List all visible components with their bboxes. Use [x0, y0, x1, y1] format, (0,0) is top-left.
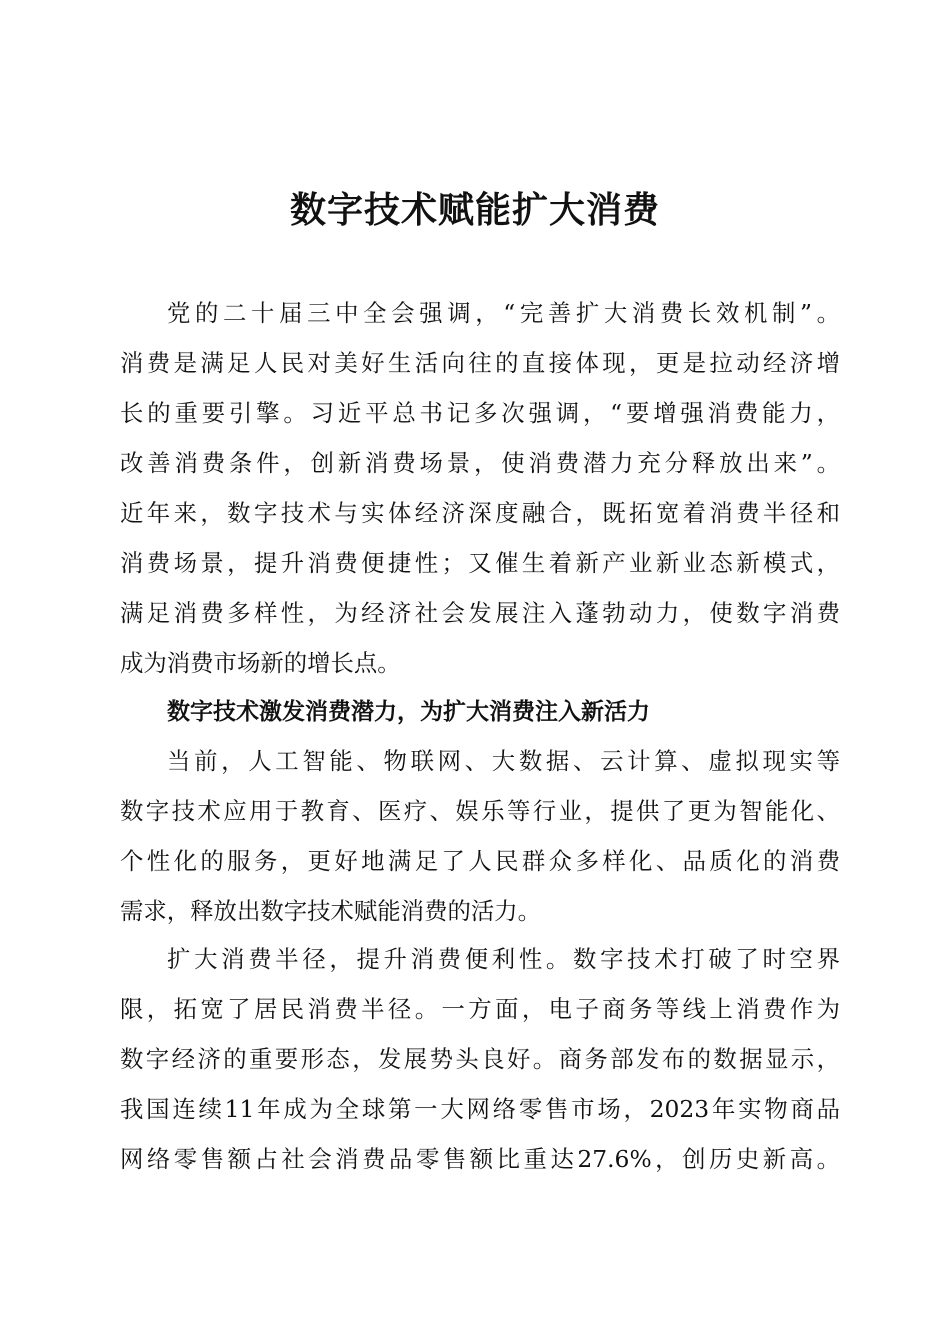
paragraph-line: 我国连续11年成为全球第一大网络零售市场，2023年实物商品: [120, 1095, 840, 1123]
paragraph-line: 当前，人工智能、物联网、大数据、云计算、虚拟现实等: [167, 747, 840, 775]
paragraph-line: 消费场景，提升消费便捷性；又催生着新产业新业态新模式，: [120, 549, 840, 577]
paragraph-line: 数字技术应用于教育、医疗、娱乐等行业，提供了更为智能化、: [120, 797, 840, 825]
paragraph-line: 成为消费市场新的增长点。: [120, 649, 401, 677]
paragraph-line: 限，拓宽了居民消费半径。一方面，电子商务等线上消费作为: [120, 995, 840, 1023]
section-heading: 数字技术激发消费潜力，为扩大消费注入新活力: [167, 698, 650, 725]
paragraph-line: 需求，释放出数字技术赋能消费的活力。: [120, 897, 542, 925]
paragraph-line: 党的二十届三中全会强调，“完善扩大消费长效机制”。: [167, 299, 840, 327]
paragraph-line: 长的重要引擎。习近平总书记多次强调，“要增强消费能力，: [120, 399, 840, 427]
paragraph-line: 改善消费条件，创新消费场景，使消费潜力充分释放出来”。: [120, 449, 840, 477]
paragraph-line: 近年来，数字技术与实体经济深度融合，既拓宽着消费半径和: [120, 499, 840, 527]
paragraph-line: 扩大消费半径，提升消费便利性。数字技术打破了时空界: [167, 945, 840, 973]
paragraph-line: 满足消费多样性，为经济社会发展注入蓬勃动力，使数字消费: [120, 599, 840, 627]
document-title: 数字技术赋能扩大消费: [289, 189, 660, 231]
paragraph-line: 个性化的服务，更好地满足了人民群众多样化、品质化的消费: [120, 847, 840, 875]
paragraph-line: 网络零售额占社会消费品零售额比重达27.6%，创历史新高。: [120, 1145, 840, 1173]
paragraph-line: 消费是满足人民对美好生活向往的直接体现，更是拉动经济增: [120, 349, 840, 377]
paragraph-line: 数字经济的重要形态，发展势头良好。商务部发布的数据显示，: [120, 1045, 840, 1073]
